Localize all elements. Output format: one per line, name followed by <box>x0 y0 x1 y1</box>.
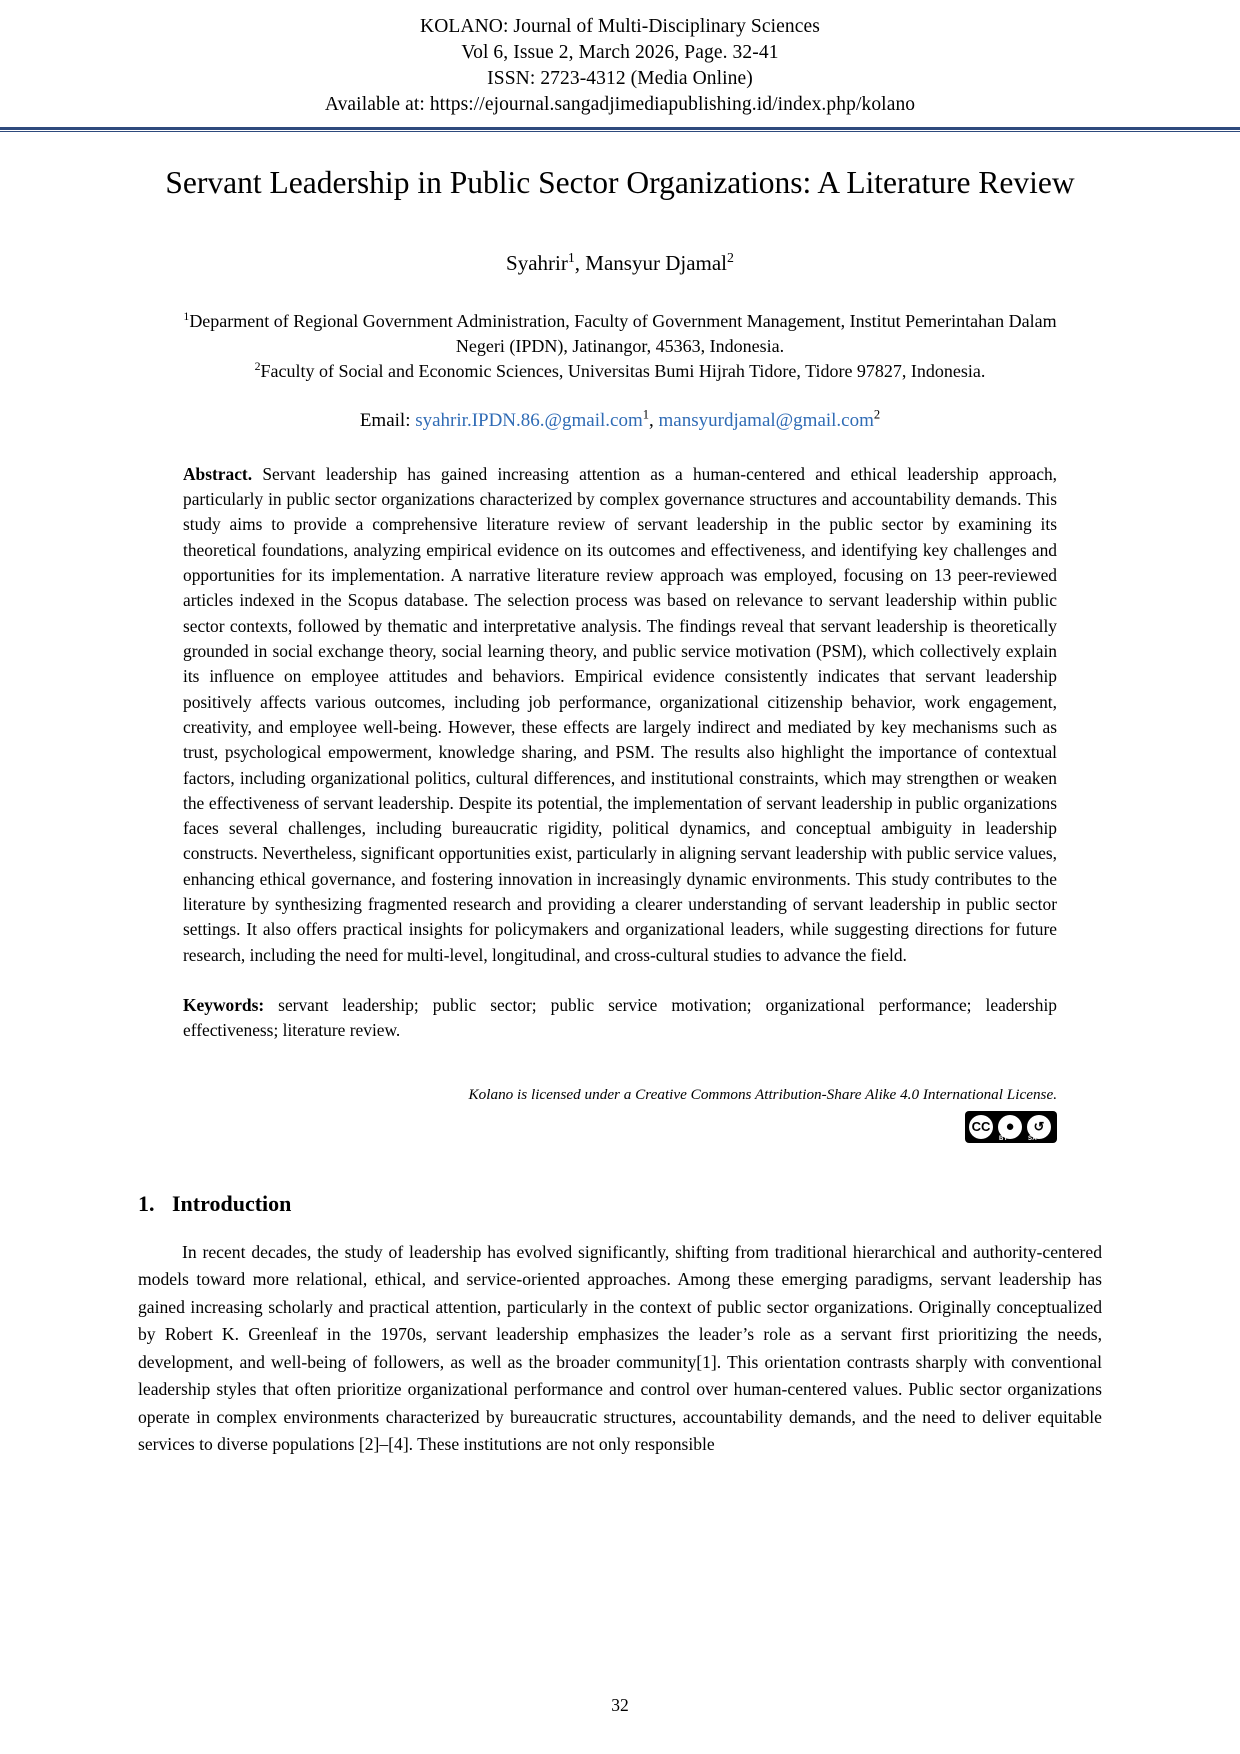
email-label: Email: <box>359 409 416 431</box>
cc-logo-icon: CC <box>969 1115 993 1139</box>
creative-commons-badge-icon[interactable] <box>965 1111 1057 1143</box>
header-divider <box>0 127 1240 132</box>
abstract-label: Abstract. <box>183 463 253 484</box>
author-list <box>0 251 1240 276</box>
license-badge-wrap <box>183 1111 1057 1143</box>
author-1-affiliation-marker: 1 <box>567 250 575 266</box>
keywords-label: Keywords: <box>183 995 265 1015</box>
cc-sa-label: SA <box>1028 1135 1037 1142</box>
email-2-marker: 2 <box>873 407 881 422</box>
section-title: Introduction <box>172 1190 292 1216</box>
abstract-section <box>183 462 1057 968</box>
page-number: 32 <box>611 1695 629 1715</box>
affiliation-block <box>170 309 1070 383</box>
affiliation-1 <box>170 309 1070 359</box>
email-link-1[interactable]: syahrir.IPDN.86.@gmail.com <box>415 409 643 431</box>
section-heading-introduction <box>138 1191 1240 1217</box>
header-rule-thin <box>0 131 1240 132</box>
affiliation-1-text: Deparment of Regional Government Administration, Faculty of Government Management, Institut Pemerintahan Dalam Negeri (IPDN), Jatinangor, 45363, Indonesia. <box>189 311 1057 357</box>
email-separator: , <box>649 409 659 431</box>
abstract-text: Servant leadership has gained increasing attention as a human-centered and ethical leadership approach, particularly in public sector organizations characterized by complex governance structures and accountability demands. This study aims to provide a comprehensive literature review of servant leadership in the public sector by examining its theoretical foundations, analyzing empirical evidence on its outcomes and effectiveness, and identifying key challenges and opportunities for its implementation. A narrative literature review approach was employed, focusing on 13 peer-reviewed articles indexed in the Scopus database. The selection process was based on relevance to servant leadership within public sector contexts, followed by thematic and interpretative analysis. The findings reveal that servant leadership is theoretically grounded in social exchange theory, social learning theory, and public service motivation (PSM), which collectively explain its influence on employee attitudes and behaviors. Empirical evidence consistently indicates that servant leadership positively affects various outcomes, including job performance, organizational citizenship behavior, work engagement, creativity, and employee well-being. However, these effects are largely indirect and mediated by key mechanisms such as trust, psychological empowerment, knowledge sharing, and PSM. The results also highlight the importance of contextual factors, including organizational politics, cultural differences, and institutional constraints, which may strengthen or weaken the effectiveness of servant leadership. Despite its potential, the implementation of servant leadership in public organizations faces several challenges, including bureaucratic rigidity, political dynamics, and conceptual ambiguity in leadership constructs. Nevertheless, significant opportunities exist, particularly in aligning servant leadership with public service values, enhancing ethical governance, and fostering innovation in increasingly dynamic environments. This study contributes to the literature by synthesizing fragmented research and providing a clearer understanding of servant leadership in public sector settings. It also offers practical insights for policymakers and organizational leaders, while suggesting directions for future research, including the need for multi-level, longitudinal, and cross-cultural studies to advance the field. <box>183 463 1057 965</box>
keywords-section <box>183 993 1057 1044</box>
email-1-marker: 1 <box>642 407 650 422</box>
journal-url: Available at: https://ejournal.sangadjimediapublishing.id/index.php/kolano <box>324 93 916 115</box>
cc-sa-share-icon: ↺ <box>1027 1115 1051 1139</box>
email-block <box>0 407 1240 432</box>
author-separator: , <box>574 251 586 276</box>
journal-issue: Vol 6, Issue 2, March 2026, Page. 32-41 <box>461 41 779 63</box>
journal-masthead <box>0 0 1240 118</box>
affiliation-2-marker: 2 <box>254 358 261 373</box>
section-number: 1. <box>138 1190 155 1216</box>
email-link-2[interactable]: mansyurdjamal@gmail.com <box>658 409 874 431</box>
affiliation-2 <box>170 359 1070 384</box>
cc-by-person-icon: ● <box>998 1115 1022 1139</box>
journal-title: KOLANO: Journal of Multi-Disciplinary Sciences <box>420 16 820 37</box>
journal-issn: ISSN: 2723-4312 (Media Online) <box>487 67 753 89</box>
cc-by-label: BY <box>999 1135 1008 1142</box>
affiliation-2-text: Faculty of Social and Economic Sciences, Universitas Bumi Hijrah Tidore, Tidore 97827, Indonesia. <box>260 360 986 381</box>
author-name-1: Syahrir <box>506 251 568 276</box>
keywords-text: servant leadership; public sector; public service motivation; organizational performance; leadership effectiveness; literature review. <box>183 995 1057 1041</box>
author-2-affiliation-marker: 2 <box>727 250 734 266</box>
introduction-paragraph-1: In recent decades, the study of leadership has evolved significantly, shifting from traditional hierarchical and authority-centered models toward more relational, ethical, and service-oriented approaches. Among these emerging paradigms, servant leadership has gained increasing scholarly and practical attention, particularly in the context of public sector organizations. Originally conceptualized by Robert K. Greenleaf in the 1970s, servant leadership emphasizes the leader’s role as a servant first prioritizing the needs, development, and well-being of followers, as well as the broader community[1]. This orientation contrasts sharply with conventional leadership styles that often prioritize organizational performance and control over human-centered values. Public sector organizations operate in complex environments characterized by bureaucratic structures, accountability demands, and the need to deliver equitable services to diverse populations [2]–[4]. These institutions are not only responsible <box>138 1241 1102 1454</box>
page-title: Servant Leadership in Public Sector Organizations: A Literature Review <box>165 164 1075 200</box>
license-text: Kolano is licensed under a Creative Commons Attribution-Share Alike 4.0 International License. <box>468 1085 1057 1103</box>
affiliation-1-marker: 1 <box>183 309 190 324</box>
author-name-2: Mansyur Djamal <box>585 251 728 276</box>
